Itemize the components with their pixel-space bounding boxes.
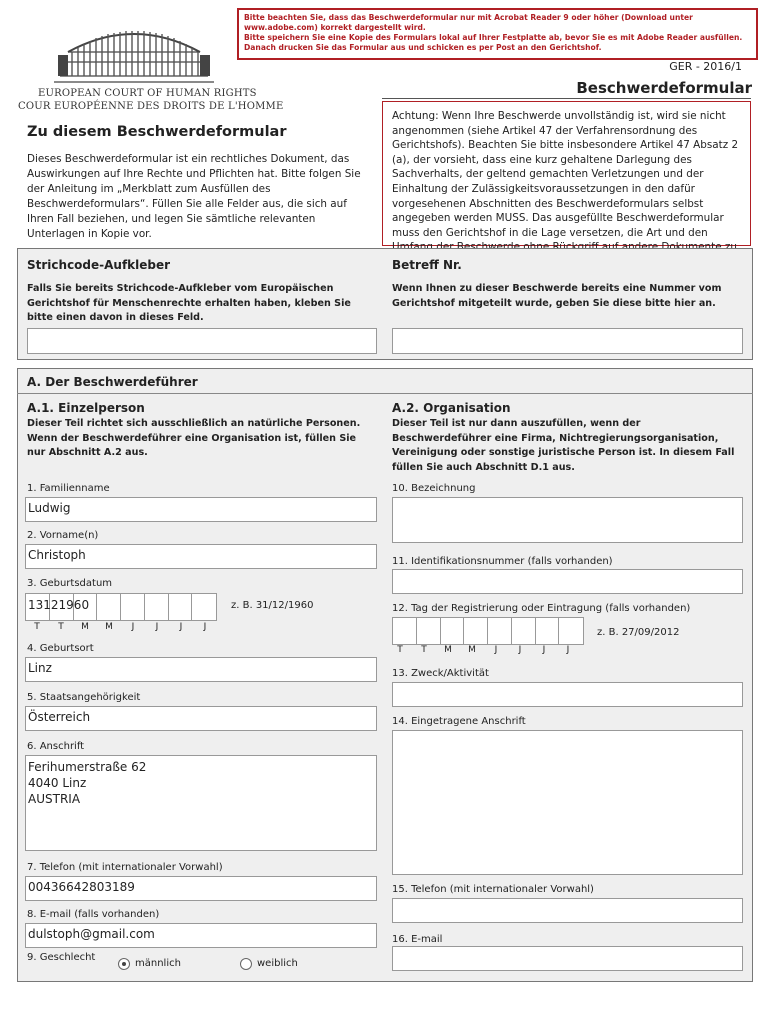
notice-line-1: Bitte beachten Sie, dass das Beschwerdeformular nur mit Acrobat Reader 9 oder höher (Download unter [244, 13, 693, 22]
date-letter: J [203, 622, 207, 632]
birthplace-field[interactable]: Linz [25, 657, 377, 682]
org-address-label: 14. Eingetragene Anschrift [392, 716, 526, 727]
reference-text: Wenn Ihnen zu dieser Beschwerde bereits eine Nummer vom Gerichtshof mitgeteilt wurde, geben Sie diese bitte hier an. [392, 283, 722, 309]
address-label: 6. Anschrift [27, 741, 85, 752]
address-field[interactable] [25, 755, 377, 851]
birthdate-value: 13121960 [28, 598, 90, 612]
nationality-field[interactable]: Österreich [25, 706, 377, 731]
date-letter: J [179, 622, 183, 632]
regdate-format-letters [388, 645, 580, 655]
section-a-divider [17, 393, 753, 394]
reference-title: Betreff Nr. [392, 258, 462, 272]
date-letter: M [468, 645, 476, 655]
org-name-field[interactable] [392, 497, 743, 543]
gender-female-radio[interactable] [240, 958, 252, 970]
address-line-3: AUSTRIA [28, 792, 81, 806]
org-purpose-field[interactable] [392, 682, 743, 707]
a2-text: Dieser Teil ist nur dann auszufüllen, wenn der Beschwerdeführer eine Firma, Nichtregierungsorganisation, Vereinigung oder sonstige juristische Person ist. In diesem Fall füllen Sie auch Abschnitt D.1 aus. [392, 418, 735, 473]
date-letter: J [494, 645, 498, 655]
a1-title: A.1. Einzelperson [27, 401, 145, 415]
date-letter: J [131, 622, 135, 632]
intro-text: Dieses Beschwerdeformular ist ein rechtliches Dokument, das Auswirkungen auf Ihre Rechte und Pflichten hat. Bitte folgen Sie der Anleitung im „Merkblatt zum Ausfüllen des Beschwerdeformulars“. Füllen Sie alle Felder aus, die sich auf Ihren Fall beziehen, und legen Sie sämtliche relevanten Unterlagen in Kopie vor. [27, 153, 361, 240]
org-phone-field[interactable] [392, 898, 743, 923]
email-label: 8. E-mail (falls vorhanden) [27, 909, 160, 920]
form-code: GER - 2016/1 [669, 60, 742, 73]
date-letter: J [542, 645, 546, 655]
reference-number-field[interactable] [392, 328, 743, 354]
notice-line-4: Danach drucken Sie das Formular aus und schicken es per Post an den Gerichtshof. [244, 43, 602, 52]
lastname-field[interactable]: Ludwig [25, 497, 377, 522]
gender-label: 9. Geschlecht [27, 952, 96, 963]
date-letter: T [58, 622, 64, 632]
org-phone-label: 15. Telefon (mit internationaler Vorwahl) [392, 884, 594, 895]
form-title: Beschwerdeformular [576, 79, 752, 97]
org-email-field[interactable] [392, 946, 743, 971]
court-name-en: EUROPEAN COURT OF HUMAN RIGHTS [38, 88, 257, 99]
date-letter: M [444, 645, 452, 655]
a1-text: Dieser Teil richtet sich ausschließlich an natürliche Personen. Wenn der Beschwerdeführer eine Organisation ist, füllen Sie nur Abschnitt A.2 aus. [27, 418, 361, 458]
barcode-field[interactable] [27, 328, 377, 354]
org-id-field[interactable] [392, 569, 743, 594]
attention-text: Achtung: Wenn Ihre Beschwerde unvollständig ist, wird sie nicht angenommen (siehe Artikel 47 der Verfahrensordnung des Gerichtshofs). Beachten Sie bitte insbesondere Artikel 47 Absatz 2 (a), der vorsieht, dass eine kurz gehaltene Darlegung des Sachverhalts, der geltend gemachten Verletzungen und der Einhaltung der Zulässigkeitsvoraussetzungen in den dafür vorgesehenen Abschnitten des Beschwerdeformulars selbst angegeben werden MUSS. Das ausgefüllte Beschwerdeformular muss den Gerichtshof in die Lage versetzen, die Art und den [392, 110, 739, 239]
birthdate-format-letters [25, 622, 217, 632]
date-letter: T [421, 645, 427, 655]
date-letter: T [34, 622, 40, 632]
org-regdate-example: z. B. 27/09/2012 [597, 627, 680, 638]
date-letter: T [397, 645, 403, 655]
date-letter: J [566, 645, 570, 655]
org-regdate-field[interactable] [392, 617, 584, 645]
birthdate-label: 3. Geburtsdatum [27, 578, 113, 589]
email-field[interactable]: dulstoph@gmail.com [25, 923, 377, 948]
org-id-label: 11. Identifikationsnummer (falls vorhanden) [392, 556, 613, 567]
address-line-1: Ferihumerstraße 62 [28, 760, 147, 774]
org-address-field[interactable] [392, 730, 743, 875]
date-letter: M [105, 622, 113, 632]
a2-title: A.2. Organisation [392, 401, 511, 415]
address-line-2: 4040 Linz [28, 776, 87, 790]
court-building-logo [50, 22, 218, 84]
title-divider [382, 98, 751, 99]
org-name-label: 10. Bezeichnung [392, 483, 476, 494]
section-a-title: A. Der Beschwerdeführer [27, 375, 198, 389]
phone-field[interactable]: 00436642803189 [25, 876, 377, 901]
date-letter: J [155, 622, 159, 632]
barcode-title: Strichcode-Aufkleber [27, 258, 171, 272]
lastname-label: 1. Familienname [27, 483, 110, 494]
date-letter: J [518, 645, 522, 655]
gender-male-label: männlich [135, 958, 181, 969]
attention-box[interactable] [382, 101, 751, 246]
notice-line-2: www.adobe.com) korrekt dargestellt wird. [244, 23, 426, 32]
court-name-fr: COUR EUROPÉENNE DES DROITS DE L'HOMME [18, 101, 284, 112]
intro-title: Zu diesem Beschwerdeformular [27, 124, 287, 140]
notice-line-3: Bitte speichern Sie eine Kopie des Formulars lokal auf Ihrer Festplatte ab, bevor Sie es mit Adobe Reader ausfüllen. [244, 33, 743, 42]
org-email-label: 16. E-mail [392, 934, 443, 945]
birthplace-label: 4. Geburtsort [27, 643, 94, 654]
gender-male-radio[interactable] [118, 958, 130, 970]
adobe-notice [237, 8, 758, 60]
firstname-field[interactable]: Christoph [25, 544, 377, 569]
org-regdate-label: 12. Tag der Registrierung oder Eintragung (falls vorhanden) [392, 603, 691, 614]
firstname-label: 2. Vorname(n) [27, 530, 99, 541]
gender-female-label: weiblich [257, 958, 298, 969]
phone-label: 7. Telefon (mit internationaler Vorwahl) [27, 862, 223, 873]
date-letter: M [81, 622, 89, 632]
nationality-label: 5. Staatsangehörigkeit [27, 692, 141, 703]
barcode-text: Falls Sie bereits Strichcode-Aufkleber vom Europäischen Gerichtshof für Menschenrechte erhalten haben, kleben Sie bitte einen davon in dieses Feld. [27, 283, 351, 323]
org-purpose-label: 13. Zweck/Aktivität [392, 668, 489, 679]
birthdate-example: z. B. 31/12/1960 [231, 600, 314, 611]
